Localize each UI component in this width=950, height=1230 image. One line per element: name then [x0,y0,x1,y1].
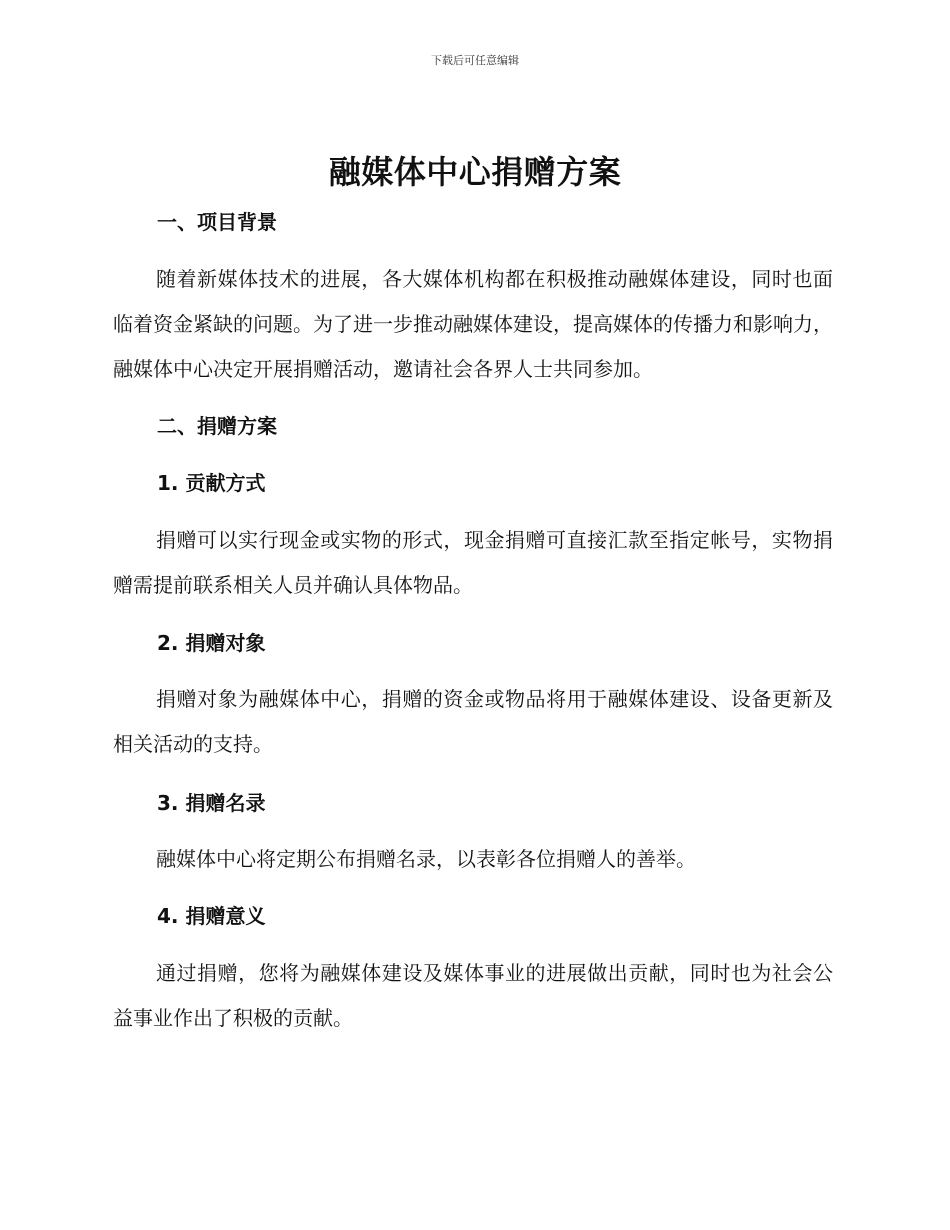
paragraph-donation-target: 捐赠对象为融媒体中心，捐赠的资金或物品将用于融媒体建设、设备更新及相关活动的支持。 [113,687,833,756]
subsection-heading-donation-target: 2. 捐赠对象 [157,631,266,655]
subsection-heading-donation-significance: 4. 捐赠意义 [157,904,266,928]
paragraph-contribution-method: 捐赠可以实行现金或实物的形式，现金捐赠可直接汇款至指定帐号，实物捐赠需提前联系相关人员并确认具体物品。 [113,528,833,597]
document-title: 融媒体中心捐赠方案 [328,153,622,191]
subsection-heading-contribution-method: 1. 贡献方式 [157,471,266,495]
paragraph-background: 随着新媒体技术的进展，各大媒体机构都在积极推动融媒体建设，同时也面临着资金紧缺的问题。为了进一步推动融媒体建设，提高媒体的传播力和影响力，融媒体中心决定开展捐赠活动，邀请社会各界人士共同参加。 [113,267,833,381]
paragraph-donation-significance: 通过捐赠，您将为融媒体建设及媒体事业的进展做出贡献，同时也为社会公益事业作出了积极的贡献。 [113,961,833,1030]
subsection-heading-donor-list: 3. 捐赠名录 [157,791,266,815]
section-heading-background: 一、项目背景 [157,210,277,234]
section-heading-plan: 二、捐赠方案 [157,414,277,438]
paragraph-donor-list: 融媒体中心将定期公布捐赠名录，以表彰各位捐赠人的善举。 [156,847,696,871]
header-note: 下载后可任意编辑 [431,54,519,67]
